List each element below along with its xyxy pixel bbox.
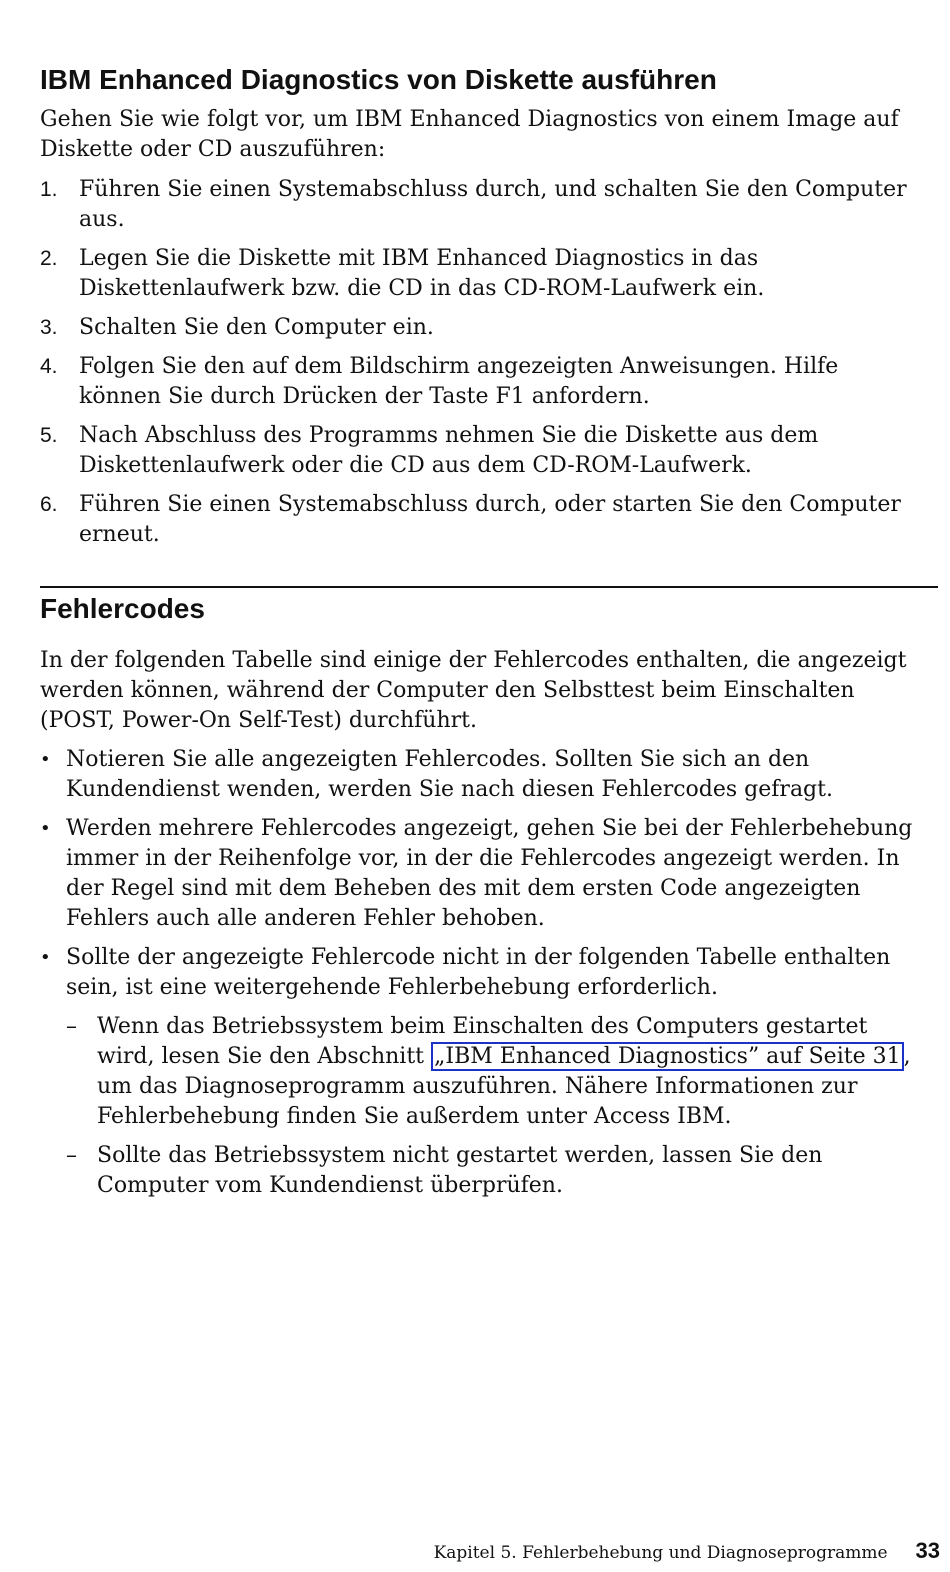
list-item xyxy=(40,175,920,235)
list-item xyxy=(40,490,920,550)
bullet-mark: • xyxy=(40,749,51,770)
bullet-text: Notieren Sie alle angezeigten Fehlercodes. Sollten Sie sich an den Kundendienst wenden, werden Sie nach diesen Fehlercodes gefragt. xyxy=(66,747,833,802)
list-item xyxy=(40,814,920,934)
list-item xyxy=(40,421,920,481)
bullet-text: Werden mehrere Fehlercodes angezeigt, gehen Sie bei der Fehlerbehebung immer in der Reihenfolge vor, in der die Fehlercodes angezeigt werden. In der Regel sind mit dem Beheben des mit dem ersten Code angezeigten Fehlers auch alle anderen Fehler behoben. xyxy=(66,816,913,931)
step-number: 2. xyxy=(40,247,58,270)
section-intro: Gehen Sie wie folgt vor, um IBM Enhanced Diagnostics von einem Image auf Diskette oder CD auszuführen: xyxy=(40,107,899,162)
section-heading-diskette: IBM Enhanced Diagnostics von Diskette ausführen xyxy=(40,64,717,95)
step-text: Nach Abschluss des Programms nehmen Sie die Diskette aus dem Diskettenlaufwerk oder die CD aus dem CD-ROM-Laufwerk. xyxy=(79,423,819,478)
list-item xyxy=(40,244,920,304)
list-item xyxy=(66,1012,920,1132)
list-item xyxy=(66,1141,920,1201)
sub-list xyxy=(66,1012,920,1201)
subitem-text: Sollte das Betriebssystem nicht gestartet werden, lassen Sie den Computer vom Kundendienst überprüfen. xyxy=(97,1143,823,1198)
subitem-text: Wenn das Betriebssystem beim Einschalten des Computers gestartet wird, lesen Sie den Abschnitt xyxy=(97,1014,868,1069)
step-number: 3. xyxy=(40,316,58,339)
page-number: 33 xyxy=(915,1538,940,1563)
list-item xyxy=(40,745,920,805)
list-item xyxy=(40,313,920,343)
section-divider xyxy=(40,586,938,588)
cross-reference-link[interactable]: „IBM Enhanced Diagnostics” auf Seite 31 xyxy=(431,1042,904,1071)
step-text: Führen Sie einen Systemabschluss durch, und schalten Sie den Computer aus. xyxy=(79,177,907,232)
section-heading-fehlercodes: Fehlercodes xyxy=(40,593,205,624)
footer-chapter-title: Kapitel 5. Fehlerbehebung und Diagnoseprogramme xyxy=(433,1543,888,1563)
bullet-mark: • xyxy=(40,818,51,839)
step-text: Folgen Sie den auf dem Bildschirm angezeigten Anweisungen. Hilfe können Sie durch Drücken der Taste F1 anfordern. xyxy=(79,354,839,409)
subitem-text: , um das Diagnoseprogramm auszuführen. Nähere Informationen zur Fehlerbehebung finden Sie außerdem unter Access IBM. xyxy=(97,1044,911,1129)
list-item xyxy=(40,352,920,412)
step-number: 6. xyxy=(40,493,58,516)
list-item xyxy=(40,943,920,1201)
section-intro: In der folgenden Tabelle sind einige der Fehlercodes enthalten, die angezeigt werden können, während der Computer den Selbsttest beim Einschalten (POST, Power-On Self-Test) durchführt. xyxy=(40,648,907,733)
step-number: 4. xyxy=(40,355,58,378)
dash-mark: – xyxy=(66,1143,77,1168)
page-footer xyxy=(434,1538,940,1564)
bullet-mark: • xyxy=(40,947,51,968)
step-text: Schalten Sie den Computer ein. xyxy=(79,315,434,340)
steps-list xyxy=(40,175,920,559)
step-text: Führen Sie einen Systemabschluss durch, oder starten Sie den Computer erneut. xyxy=(79,492,901,547)
step-number: 5. xyxy=(40,424,58,447)
step-number: 1. xyxy=(40,178,58,201)
bullet-text: Sollte der angezeigte Fehlercode nicht in der folgenden Tabelle enthalten sein, ist eine weitergehende Fehlerbehebung erforderlich. xyxy=(66,945,891,1000)
step-text: Legen Sie die Diskette mit IBM Enhanced Diagnostics in das Diskettenlaufwerk bzw. die CD in das CD-ROM-Laufwerk ein. xyxy=(79,246,765,301)
dash-mark: – xyxy=(66,1014,77,1039)
bullet-list xyxy=(40,745,920,1210)
